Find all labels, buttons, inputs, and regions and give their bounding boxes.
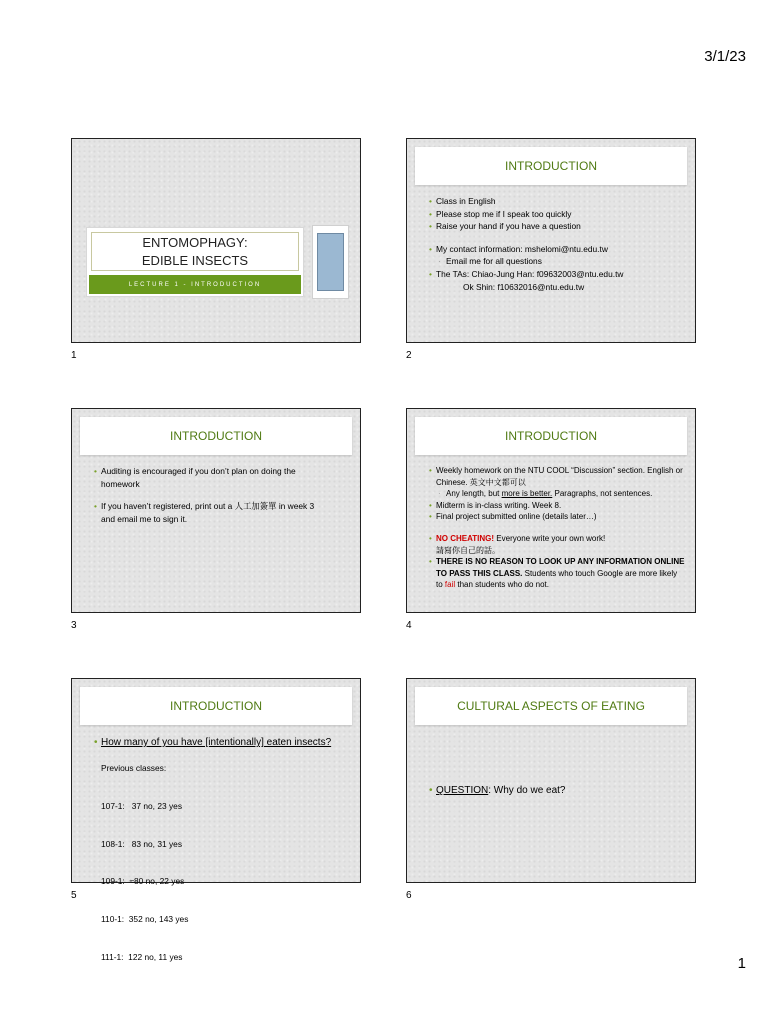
title-card — [86, 227, 304, 297]
slide-3-title-box — [80, 417, 352, 455]
sub-bullet: · Any length, but more is better. Paragraphs, not sentences. — [429, 488, 685, 500]
bullet: • If you haven’t registered, print out a 人工加簽單 in week 3 and email me to sign it. — [94, 500, 320, 525]
title-frame — [91, 232, 299, 271]
slide-1-number: 1 — [71, 350, 77, 361]
question-bullet: • How many of you have [intentionally] eaten insects? — [94, 735, 350, 750]
results-list — [94, 775, 350, 989]
slide-3-title: INTRODUCTION — [170, 429, 262, 443]
bullet: • THERE IS NO REASON TO LOOK UP ANY INFORMATION ONLINE TO PASS THIS CLASS. Students who touch Google are more likely to fail than students who do not. — [429, 556, 685, 591]
bullet: • NO CHEATING! Everyone write your own work! — [429, 533, 685, 545]
slide-2-number: 2 — [406, 350, 412, 361]
slide-3-number: 3 — [71, 620, 77, 631]
slide-5-title: INTRODUCTION — [170, 699, 262, 713]
slide-4-title: INTRODUCTION — [505, 429, 597, 443]
slide-6-body — [429, 783, 685, 798]
slide-4-body — [429, 465, 685, 591]
bullet: • Please stop me if I speak too quickly — [429, 208, 685, 221]
slide-1-title-line1: ENTOMOPHAGY: — [142, 234, 248, 250]
slide-5-title-box — [80, 687, 352, 725]
slide-5 — [71, 678, 361, 963]
result-row: 108-1: 83 no, 31 yes — [101, 838, 183, 849]
slide-6-title: CULTURAL ASPECTS OF EATING — [457, 699, 645, 713]
slide-6-title-box — [415, 687, 687, 725]
slide-6-number: 6 — [406, 890, 412, 901]
slide-2-title-box — [415, 147, 687, 185]
slide-2-body — [429, 195, 685, 293]
bullet-continuation: Ok Shin: f10632016@ntu.edu.tw — [463, 281, 585, 292]
slide-1-title-line2: EDIBLE INSECTS — [141, 252, 249, 268]
slide-1-side-block — [312, 225, 349, 299]
bullet: • Raise your hand if you have a question — [429, 220, 685, 233]
blue-rectangle — [317, 233, 344, 291]
slide-2-title: INTRODUCTION — [505, 159, 597, 173]
slide-5-body — [94, 735, 350, 989]
result-row: 111-1: 122 no, 11 yes — [101, 952, 183, 963]
slide-1 — [71, 138, 361, 343]
result-row: 110-1: 352 no, 143 yes — [101, 914, 189, 925]
bullet: • The TAs: Chiao-Jung Han: f09632003@ntu.edu.tw — [429, 268, 685, 281]
bullet: • Class in English — [429, 195, 685, 208]
bullet-continuation: 請寫你自己的話。 — [436, 545, 500, 555]
bullet: • My contact information: mshelomi@ntu.edu.tw — [429, 243, 685, 256]
result-row: 107-1: 37 no, 23 yes — [101, 800, 183, 811]
bullet: • Auditing is encouraged if you don’t plan on doing the homework — [94, 465, 320, 490]
bullet: • Weekly homework on the NTU COOL “Discussion” section. English or Chinese. 英文中文都可以 — [429, 465, 685, 488]
bullet: • Final project submitted online (details later…) — [429, 511, 685, 523]
slide-4-number: 4 — [406, 620, 412, 631]
slide-1-subtitle: LECTURE 1 - INTRODUCTION — [89, 275, 301, 294]
slide-4 — [406, 408, 696, 613]
question-bullet: • QUESTION: Why do we eat? — [429, 783, 685, 798]
slide-6 — [406, 678, 696, 883]
handout-date: 3/1/23 — [704, 48, 746, 65]
slide-2 — [406, 138, 696, 343]
previous-classes-label: Previous classes: — [101, 763, 167, 773]
result-row: 109-1: ≈80 no, 22 yes — [101, 876, 185, 887]
bullet: • Midterm is in-class writing. Week 8. — [429, 500, 685, 512]
slide-3 — [71, 408, 361, 613]
slide-4-title-box — [415, 417, 687, 455]
sub-bullet: · Email me for all questions — [429, 255, 685, 268]
slide-5-number: 5 — [71, 890, 77, 901]
page-number: 1 — [737, 955, 746, 972]
slide-3-body — [94, 465, 320, 525]
